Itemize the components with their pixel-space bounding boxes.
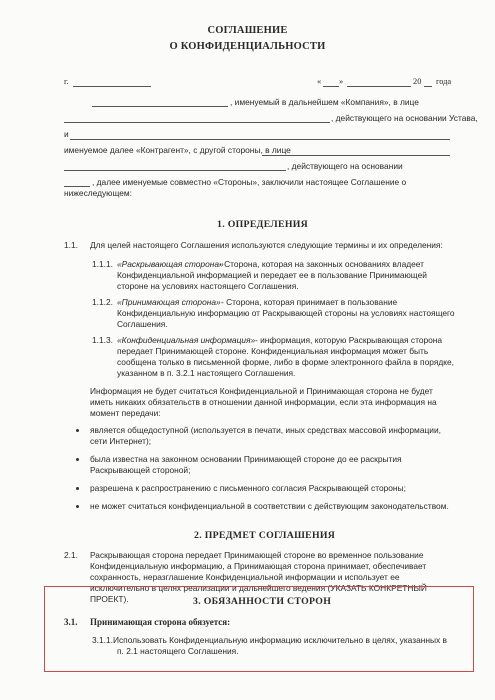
clause-2-1-number: 2.1. (64, 550, 78, 560)
def-3-line-1: - информация, которую Раскрывающая сторона (255, 335, 443, 345)
bullet-dot-icon (76, 458, 79, 461)
def-2-line-3: Соглашения. (117, 319, 168, 329)
clause-3-1-1-line-1: 3.1.1.Использовать Конфиденциальную информацию исключительно в целях, указанных в (92, 635, 447, 645)
year-blank (424, 86, 432, 87)
date-quote-open: « (317, 77, 322, 86)
def-2-line-1: - Сторона, которая принимает в пользование (221, 297, 398, 307)
bullet-1-line-1: является общедоступной (используется в печати, иных средствах массовой информации, (90, 425, 441, 435)
date-quote-close: » (339, 77, 344, 86)
bullet-dot-icon (76, 487, 79, 490)
clause-3-1-number: 3.1. (64, 617, 78, 627)
bullet-3-text: разрешена к распространению с письменного согласия Раскрывающей стороны; (90, 483, 406, 493)
year-prefix: 20 (413, 77, 422, 86)
year-suffix: года (436, 77, 452, 86)
intro-line-4: именуемое далее «Контрагент», с другой стороны, в лице (64, 145, 291, 155)
term-confidential-info: «Конфиденциальная информация» (117, 335, 256, 345)
month-blank (347, 86, 411, 87)
bullet-dot-icon (76, 429, 79, 432)
non-confidential-line-1: Информация не будет считаться Конфиденциальной и Принимающая сторона не будет (90, 386, 433, 396)
bullet-2-line-2: Раскрывающей стороной; (90, 465, 191, 475)
bullet-4-text: не может считаться конфиденциальной в соответствии с действующим законодательством. (90, 501, 449, 511)
clause-2-1-line-3: сохранность, неразглашение Конфиденциальной информации и использует ее (90, 572, 400, 582)
intro-line-6: , далее именуемые совместно «Стороны», заключили настоящее Соглашение о (92, 177, 407, 187)
clause-2-1-line-2: Конфиденциальную информацию, а Принимающая сторона принимает, обеспечивает (90, 561, 427, 571)
term-disclosing-party: «Раскрывающая сторона» (117, 259, 224, 269)
non-confidential-line-3: момент передачи: (90, 408, 161, 418)
company-name-blank (92, 106, 228, 107)
section-3-heading: 3. ОБЯЗАННОСТИ СТОРОН (193, 596, 332, 607)
city-blank (73, 86, 151, 87)
basis-blank (64, 186, 90, 187)
counterparty-rep-blank (262, 155, 450, 156)
def-3-line-4: указанном в п. 3.2.1 настоящего Соглашения. (117, 368, 296, 378)
def-3-line-3: сообщена только в письменной форме, либо в форме электронного файла в порядке, (117, 357, 454, 367)
intro-line-3: и (64, 129, 69, 139)
clause-1-1-3-number: 1.1.3. (92, 335, 113, 345)
bullet-2-line-1: была известна на законном основании Принимающей стороне до ее раскрытия (90, 454, 402, 464)
clause-2-1-line-5: ПРОЕКТ). (90, 594, 129, 604)
def-2-line-2: Конфиденциальную информацию от Раскрывающей стороны на условиях настоящего (117, 308, 455, 318)
intro-line-2: , действующего на основании Устава, (331, 113, 478, 123)
city-prefix: г. (64, 77, 69, 86)
intro-line-1: , именуемый в дальнейшем «Компания», в лице (230, 97, 419, 107)
term-receiving-party: «Принимающая сторона» (117, 297, 221, 307)
company-rep-blank (64, 122, 330, 123)
clause-1-1-1-number: 1.1.1. (92, 259, 113, 269)
counterparty-rep-blank-2 (64, 170, 286, 171)
title-line-1: СОГЛАШЕНИЕ (207, 25, 288, 36)
bullet-1-line-2: сети Интернет); (90, 436, 152, 446)
intro-line-5: , действующего на основании (287, 161, 403, 171)
non-confidential-line-2: иметь никаких обязательств в отношении данной информации, если эта информация на (90, 397, 437, 407)
intro-line-7: нижеследующем: (64, 188, 133, 198)
def-1-line-2: Конфиденциальной информацией и передает ее в пользование Принимающей (117, 270, 427, 280)
title-line-2: О КОНФИДЕНЦИАЛЬНОСТИ (169, 41, 326, 52)
bullet-dot-icon (76, 505, 79, 508)
clause-1-1-2-number: 1.1.2. (92, 297, 113, 307)
counterparty-name-blank (70, 139, 450, 140)
clause-2-1-line-4: исключительно в целях реализации и дальнейшего ведения (УКАЗАТЬ КОНКРЕТНЫЙ (90, 583, 427, 593)
section-1-heading: 1. ОПРЕДЕЛЕНИЯ (217, 219, 309, 230)
section-2-heading: 2. ПРЕДМЕТ СОГЛАШЕНИЯ (194, 530, 336, 541)
def-3-line-2: передает Принимающей стороне. Конфиденциальная информация может быть (117, 346, 429, 356)
clause-2-1-line-1: Раскрывающая сторона передает Принимающей стороне во временное пользование (90, 550, 424, 560)
day-blank (323, 86, 339, 87)
clause-3-1-text: Принимающая сторона обязуется: (90, 617, 231, 627)
clause-1-1-text: Для целей настоящего Соглашения используются следующие термины и их определения: (90, 240, 443, 250)
clause-3-1-1-line-2: п. 2.1 настоящего Соглашения. (117, 646, 239, 656)
clause-1-1-number: 1.1. (64, 240, 78, 250)
def-1-line-3: стороне на условиях настоящего Соглашения. (117, 281, 299, 291)
def-1-line-1: - Сторона, которая на законных основаниях владеет (219, 259, 424, 269)
